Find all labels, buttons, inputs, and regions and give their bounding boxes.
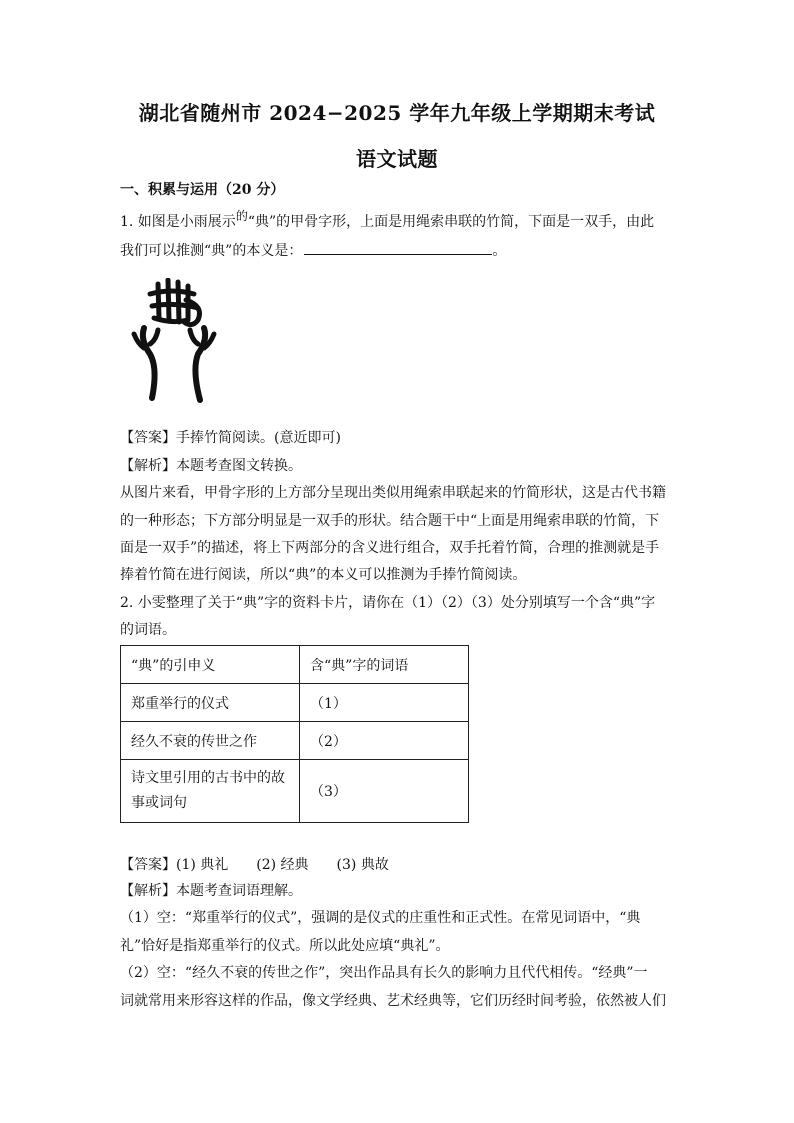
q1-sup: 的 [235,209,248,223]
table-cell: （1） [300,684,469,722]
table-cell-line: 事或词句 [131,795,187,811]
table-row [121,684,469,722]
table-cell: （2） [300,722,469,760]
table-row [121,722,469,760]
q1-line-2 [120,240,680,261]
analysis-line: 词就常用来形容这样的作品，像文学经典、艺术经典等，它们历经时间考验，依然被人们 [120,993,666,1009]
q1-answer [120,428,680,448]
q2-analysis [120,881,680,901]
answer-text: (1) 典礼 (2) 经典 (3) 典故 [176,857,389,873]
analysis-line: （1）空：“郑重举行的仪式”，强调的是仪式的庄重性和正式性。在常见词语中，“典 [120,910,641,926]
q2-line-1: 2. 小雯整理了关于“典”字的资料卡片，请你在（1）（2）（3）处分别填写一个含“典”字 [120,595,656,611]
table-row [121,646,469,684]
table-cell: （3） [300,760,469,823]
q1-text-a: 1. 如图是小雨展示 [120,214,236,230]
analysis-text: 本题考查图文转换。 [176,458,302,474]
analysis-line: 面是一双手”的描述，将上下两部分的含义进行组合，双手托着竹简，合理的推测就是手 [120,540,660,556]
table-cell: 郑重举行的仪式 [121,684,300,722]
analysis-label: 【解析】 [120,458,176,474]
analysis-line: 从图片来看，甲骨字形的上方部分呈现出类似用绳索串联起来的竹简形状，这是古代书籍 [120,485,666,501]
document-subtitle: 语文试题 [356,147,438,171]
document-title: 湖北省随州市 2024−2025 学年九年级上学期期末考试 [138,101,656,125]
oracle-bone-dian-glyph-icon [128,278,220,410]
q1-line2-end: 。 [492,243,507,259]
answer-label: 【答案】 [120,857,176,873]
table-cell-line: 诗文里引用的古书中的故 [131,770,285,786]
analysis-line: 捧着竹简在进行阅读，所以“典”的本义可以推测为手捧竹简阅读。 [120,567,527,583]
analysis-line: 的一种形态；下方部分明显是一双手的形状。结合题干中“上面是用绳索串联的竹简，下 [120,513,660,529]
answer-blank [304,240,492,255]
q1-text-b: “典”的甲骨字形，上面是用绳索串联的竹简，下面是一双手，由此 [247,214,655,230]
section-heading: 一、积累与运用（20 分） [120,182,285,198]
analysis-line: （2）空：“经久不衰的传世之作”，突出作品具有长久的影响力且代代相传。“经典”一 [120,965,648,981]
info-card-table [120,645,469,823]
q1-line2-text: 我们可以推测“典”的本义是： [120,243,303,259]
analysis-text: 本题考查词语理解。 [176,883,302,899]
answer-label: 【答案】 [120,430,176,446]
table-cell [121,760,300,823]
q1-analysis [120,456,680,476]
table-cell: 经久不衰的传世之作 [121,722,300,760]
table-header-cell: 含“典”字的词语 [300,646,469,684]
q1-line-1 [120,209,680,232]
table-header-cell: “典”的引申义 [121,646,300,684]
q2-line-2: 的词语。 [120,622,176,638]
q2-answer [120,855,680,875]
answer-text: 手捧竹简阅读。(意近即可) [176,430,341,446]
analysis-label: 【解析】 [120,883,176,899]
analysis-line: 礼”恰好是指郑重举行的仪式。所以此处应填“典礼”。 [120,938,450,954]
table-row [121,760,469,823]
